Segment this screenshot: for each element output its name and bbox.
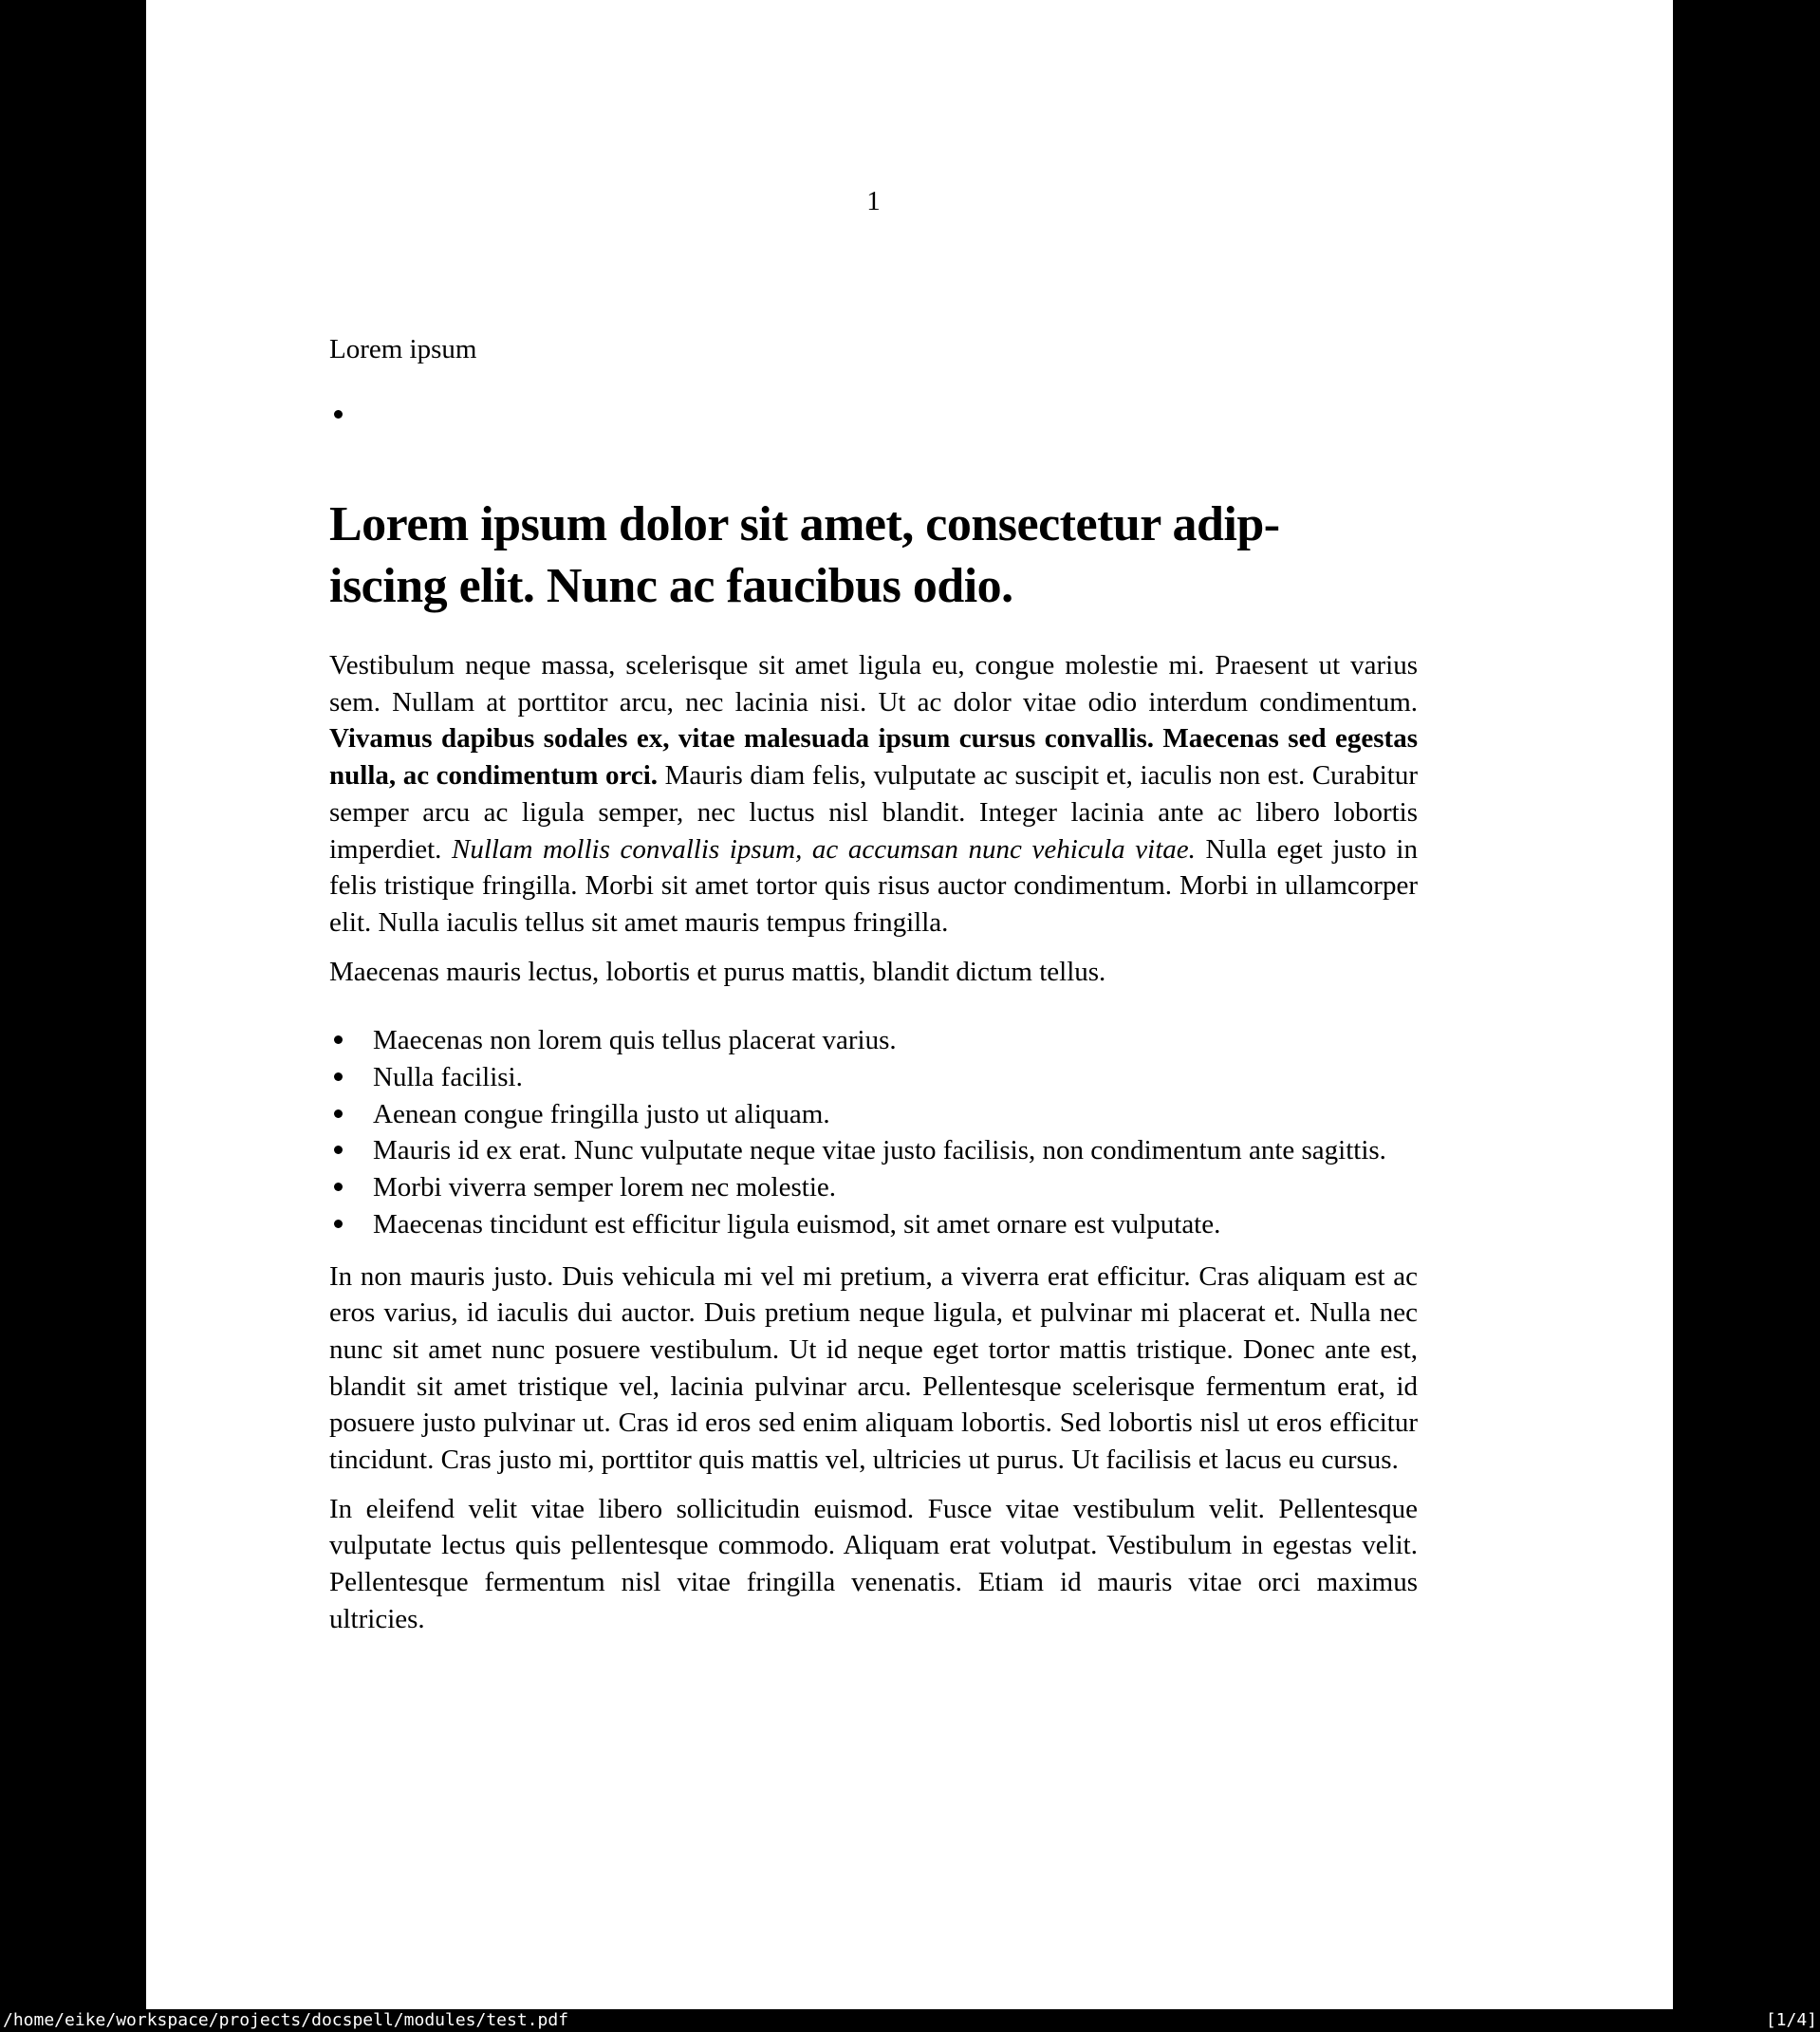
text-run: Nullam mollis convallis ipsum, ac accumsan nunc vehicula vitae.: [451, 833, 1196, 865]
list-item: Nulla facilisi.: [329, 1059, 1418, 1096]
text-run: Mauris diam felis, vulputate ac suscipit et, iaculis non est. Curabitur semper arcu ac ligula semper, nec luctus nisl blandit. Integer lacinia ante ac libero lobortis imperdiet.: [329, 760, 1418, 865]
section-heading: [329, 494, 1418, 617]
empty-bullet-item: [334, 410, 343, 419]
list-item: Aenean congue fringilla justo ut aliquam.: [329, 1096, 1418, 1133]
status-bar: [0, 2009, 1820, 2032]
status-bar-file-path: /home/eike/workspace/projects/docspell/modules/test.pdf: [3, 2010, 569, 2030]
list-item: Mauris id ex erat. Nunc vulputate neque vitae justo facilisis, non condimentum ante sagittis.: [329, 1132, 1418, 1169]
text-run: Nulla eget justo in felis tristique fringilla. Morbi sit amet tortor quis risus auctor condimentum. Morbi in ullamcorper elit. Nulla iaculis tellus sit amet mauris tempus fringilla.: [329, 833, 1418, 938]
paragraph-2: Maecenas mauris lectus, lobortis et purus mattis, blandit dictum tellus.: [329, 956, 1106, 987]
list-item: Maecenas tincidunt est efficitur ligula euismod, sit amet ornare est vulputate.: [329, 1206, 1418, 1243]
paragraph-3: In non mauris justo. Duis vehicula mi vel mi pretium, a viverra erat efficitur. Cras aliquam est ac eros varius, id iaculis dui auctor. Duis pretium neque ligula, et pulvinar mi placerat et. Nulla nec nunc sit amet nunc posuere vestibulum. Ut id neque eget tortor mattis tristique. Donec ante est, blandit sit amet tristique vel, lacinia pulvinar arcu. Pellentesque scelerisque fermentum erat, id posuere justo pulvinar ut. Cras id eros sed enim aliquam lobortis. Sed lobortis nisl ut eros efficitur tincidunt. Cras justo mi, porttitor quis mattis vel, ultricies ut purus. Ut facilisis et lacus eu cursus.: [329, 1260, 1418, 1476]
list-item: Morbi viverra semper lorem nec molestie.: [329, 1169, 1418, 1206]
bullet-list: [329, 1022, 1418, 1242]
section-heading-line-2: iscing elit. Nunc ac faucibus odio.: [329, 559, 1013, 613]
document-page: [146, 0, 1673, 2009]
text-run: Vivamus dapibus sodales ex, vitae malesuada ipsum cursus convallis. Maecenas sed egestas nulla, ac condimentum orci.: [329, 723, 1418, 792]
top-line: Lorem ipsum: [329, 334, 477, 364]
status-bar-page-indicator: [1/4]: [1765, 2010, 1817, 2030]
page-number: 1: [866, 186, 881, 216]
text-run: Vestibulum neque massa, scelerisque sit amet ligula eu, congue molestie mi. Praesent ut varius sem. Nullam at porttitor arcu, nec lacinia nisi. Ut ac dolor vitae odio interdum condimentum.: [329, 650, 1418, 718]
section-heading-line-1: Lorem ipsum dolor sit amet, consectetur adip-: [329, 497, 1280, 551]
page-content: [329, 0, 1418, 1638]
list-item: Maecenas non lorem quis tellus placerat varius.: [329, 1022, 1418, 1059]
paragraph-4: In eleifend velit vitae libero sollicitudin euismod. Fusce vitae vestibulum velit. Pellentesque vulputate lectus quis pellentesque commodo. Aliquam erat volutpat. Vestibulum in egestas velit. Pellentesque fermentum nisl vitae fringilla venenatis. Etiam id mauris vitae orci maximus ultricies.: [329, 1493, 1418, 1634]
paragraph-1: [329, 647, 1418, 941]
